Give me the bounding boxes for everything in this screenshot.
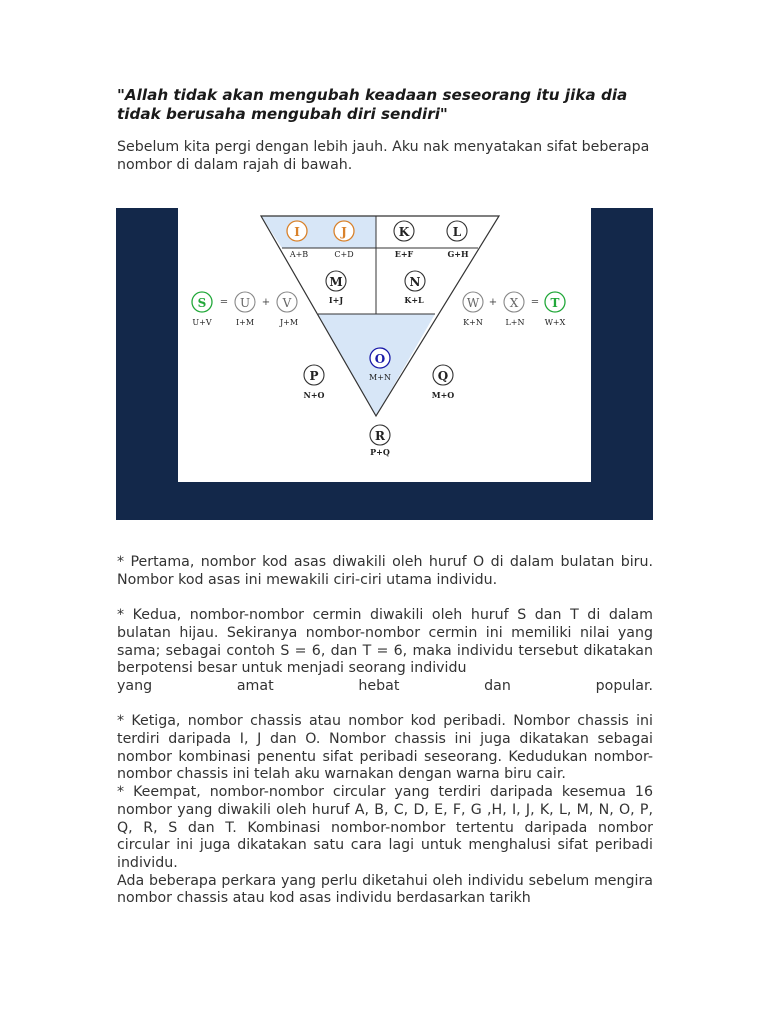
- equals-sign-right: =: [530, 297, 540, 308]
- svg-text:V: V: [282, 296, 292, 310]
- svg-text:O: O: [374, 352, 386, 366]
- svg-text:T: T: [550, 296, 560, 310]
- paragraph-kedua: * Kedua, nombor-nombor cermin diwakili oleh huruf S dan T di dalam bulatan hijau. Sekiranya nombor-nombor cermin ini memiliki nilai yang sama; sebagai contoh S = 6, dan T = 6, maka individu tersebut dikatakan berpotensi besar untuk menjadi seorang individu: [117, 607, 653, 677]
- svg-text:Q: Q: [437, 369, 449, 383]
- equals-sign-left: =: [219, 297, 229, 308]
- svg-text:N: N: [409, 275, 421, 289]
- paragraph-ketiga: * Ketiga, nombor chassis atau nombor kod peribadi. Nombor chassis ini terdiri daripada I, J dan O. Nombor chassis ini juga dikatakan sebagai nombor kombinasi penentu sifat peribadi seseorang. Kedudukan nombor-nombor chassis ini telah aku warnakan dengan warna biru cair.: [117, 713, 653, 783]
- svg-text:G+H: G+H: [447, 249, 469, 259]
- svg-text:M+O: M+O: [431, 390, 455, 400]
- node-M: [326, 271, 346, 305]
- svg-text:I+M: I+M: [235, 318, 255, 327]
- svg-text:U: U: [239, 296, 251, 310]
- svg-text:K: K: [398, 225, 410, 239]
- svg-text:C+D: C+D: [334, 250, 354, 259]
- svg-text:K+L: K+L: [404, 295, 424, 305]
- paragraph-keempat: * Keempat, nombor-nombor circular yang terdiri daripada kesemua 16 nombor yang diwakili oleh huruf A, B, C, D, E, F, G ,H, I, J, K, L, M, N, O, P, Q, R, S dan T. Kombinasi nombor-nombor tertentu daripada nombor circular ini juga dikatakan satu cara lagi untuk menghalusi sifat peribadi individu.: [117, 784, 653, 871]
- svg-text:W+X: W+X: [544, 318, 566, 327]
- svg-text:X: X: [509, 296, 519, 310]
- svg-text:J+M: J+M: [279, 318, 299, 327]
- plus-sign-right: +: [488, 297, 498, 308]
- svg-text:W: W: [466, 296, 480, 310]
- node-O: [369, 348, 391, 382]
- node-N: [404, 271, 425, 305]
- node-P: [304, 365, 325, 400]
- svg-text:U+V: U+V: [192, 318, 212, 327]
- svg-text:I+J: I+J: [328, 295, 344, 305]
- node-R: [370, 425, 390, 457]
- node-U: [235, 292, 255, 327]
- svg-text:M: M: [329, 275, 343, 289]
- svg-text:L: L: [452, 225, 462, 239]
- pyramid-canvas: [178, 208, 591, 482]
- svg-text:R: R: [375, 429, 385, 443]
- svg-text:P+Q: P+Q: [370, 447, 390, 457]
- svg-text:K+N: K+N: [463, 318, 483, 327]
- svg-text:M+N: M+N: [369, 373, 391, 382]
- svg-text:J: J: [341, 225, 347, 239]
- svg-text:S: S: [197, 296, 207, 310]
- svg-text:N+O: N+O: [303, 390, 325, 400]
- svg-text:I: I: [294, 225, 300, 239]
- article-body: [117, 554, 653, 908]
- intro-paragraph: Sebelum kita pergi dengan lebih jauh. Aku nak menyatakan sifat beberapa nombor di dalam rajah di bawah.: [117, 139, 650, 173]
- paragraph-pertama: * Pertama, nombor kod asas diwakili oleh huruf O di dalam bulatan biru. Nombor kod asas ini mewakili ciri-ciri utama individu.: [117, 554, 653, 588]
- svg-text:P: P: [309, 369, 319, 383]
- paragraph-ada: Ada beberapa perkara yang perlu diketahui oleh individu sebelum mengira nombor chassis atau kod asas individu berdasarkan tarikh: [117, 872, 653, 907]
- svg-text:L+N: L+N: [505, 318, 525, 327]
- node-W: [463, 292, 483, 327]
- node-T: [545, 292, 566, 327]
- quote-heading: "Allah tidak akan mengubah keadaan seseorang itu jika dia tidak berusaha mengubah diri sendiri": [117, 86, 628, 123]
- node-S: [192, 292, 212, 327]
- paragraph-kedua-end: yang amat hebat dan popular.: [117, 677, 653, 694]
- plus-sign-left: +: [261, 297, 271, 308]
- svg-text:E+F: E+F: [394, 249, 414, 259]
- svg-text:A+B: A+B: [289, 250, 309, 259]
- pyramid-diagram: [116, 208, 653, 520]
